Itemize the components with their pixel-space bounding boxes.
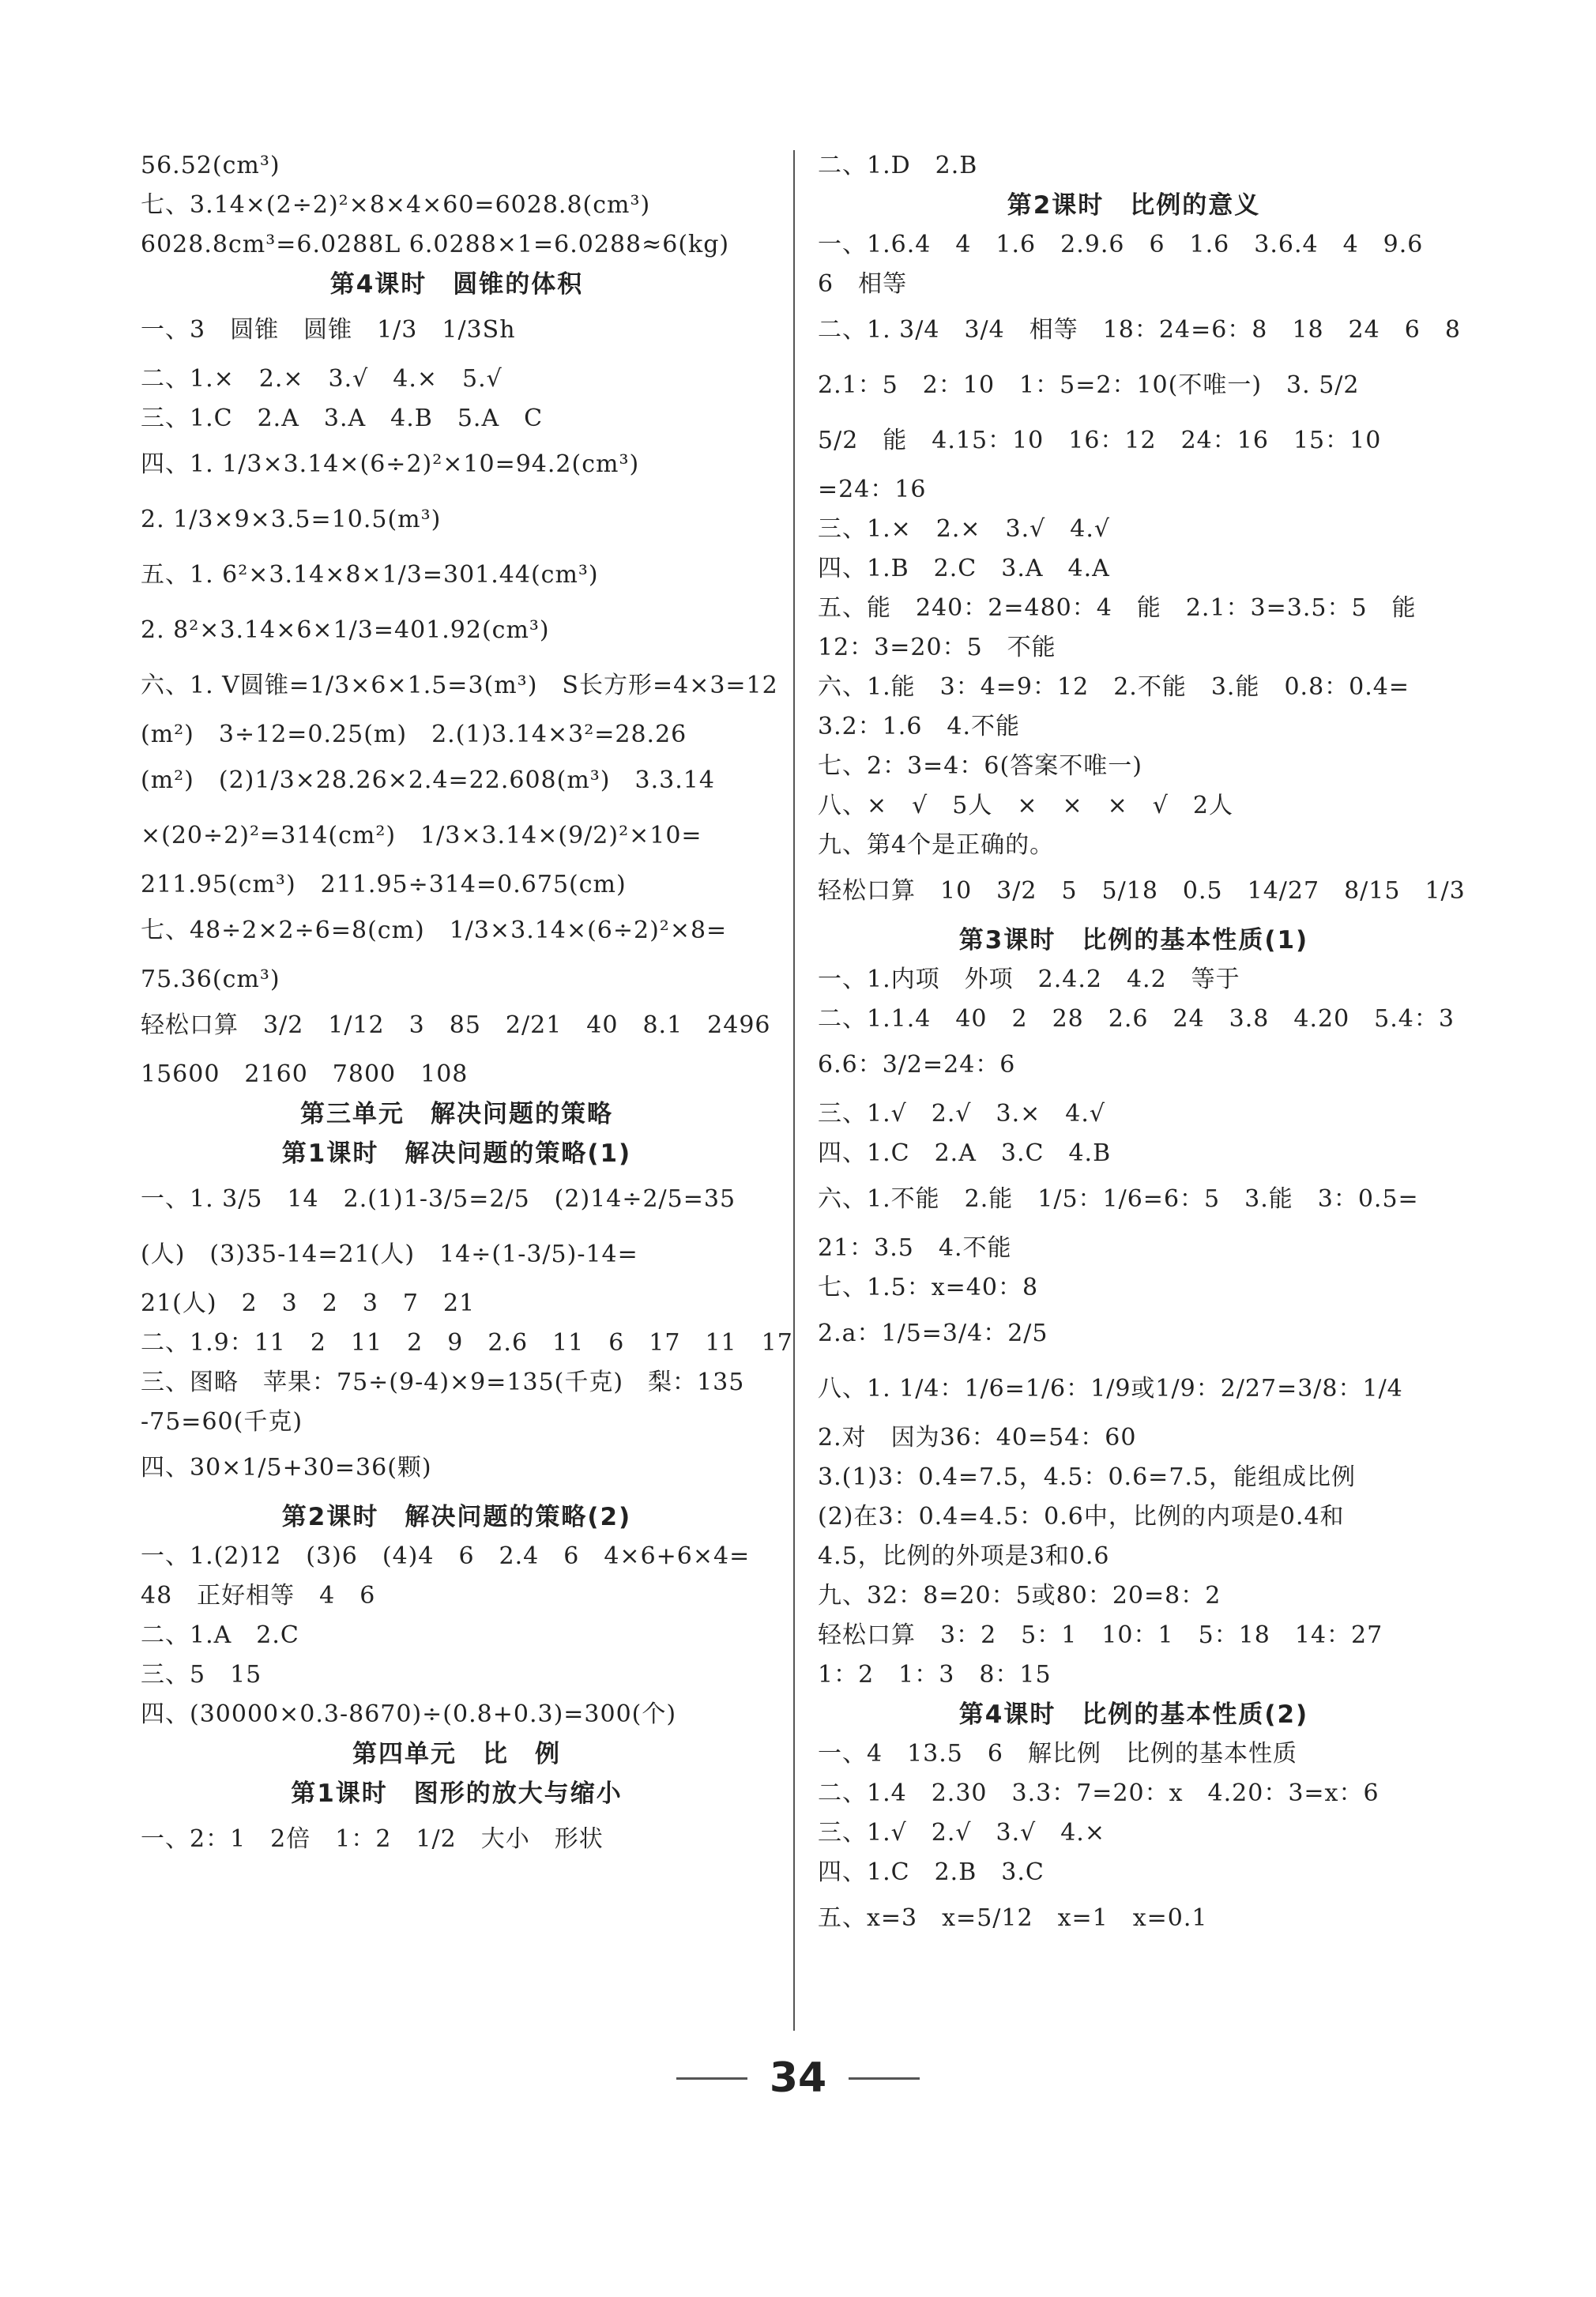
answer-line: 四、(30000×0.3-8670)÷(0.8+0.3)=300(个)	[141, 1700, 677, 1728]
answer-line: 五、x=3 x=5/12 x=1 x=0.1	[818, 1904, 1208, 1932]
answer-line: 四、1. 1/3×3.14×(6÷2)²×10=94.2(cm³)	[141, 450, 640, 478]
answer-line: 八、1. 1/4：1/6=1/6：1/9或1/9：2/27=3/8：1/4	[818, 1375, 1403, 1403]
answer-line: 2. 8²×3.14×6×1/3=401.92(cm³)	[141, 616, 550, 644]
answer-line: 75.36(cm³)	[141, 966, 280, 993]
answer-line: 七、3.14×(2÷2)²×8×4×60=6028.8(cm³)	[141, 191, 651, 219]
answer-line: 九、第4个是正确的。	[818, 831, 1055, 859]
answer-line: 3.(1)3：0.4=7.5，4.5：0.6=7.5，能组成比例	[818, 1463, 1357, 1491]
answer-line: 五、1. 6²×3.14×8×1/3=301.44(cm³)	[141, 561, 599, 589]
page-number: 34	[769, 2054, 827, 2102]
right-column	[818, 150, 1466, 1952]
answer-line: 2.a：1/5=3/4：2/5	[818, 1320, 1048, 1347]
answer-line: 一、4 13.5 6 解比例 比例的基本性质	[818, 1740, 1297, 1768]
answer-line: 12：3=20：5 不能	[818, 634, 1056, 661]
answer-line: 六、1.不能 2.能 1/5：1/6=6：5 3.能 3：0.5=	[818, 1185, 1419, 1213]
answer-line: 211.95(cm³) 211.95÷314=0.675(cm)	[141, 871, 627, 898]
answer-line: 四、1.B 2.C 3.A 4.A	[818, 555, 1110, 582]
column-divider	[793, 150, 795, 2031]
answer-line: 一、2：1 2倍 1：2 1/2 大小 形状	[141, 1825, 604, 1853]
answer-line: (m²) (2)1/3×28.26×2.4=22.608(m³) 3.3.14	[141, 766, 715, 794]
section-heading: 第4课时 比例的基本性质(2)	[958, 1700, 1309, 1729]
section-heading: 第2课时 解决问题的策略(2)	[281, 1503, 632, 1531]
left-column	[141, 150, 793, 1873]
section-heading: 第1课时 解决问题的策略(1)	[281, 1139, 632, 1168]
answer-line: 九、32：8=20：5或80：20=8：2	[818, 1582, 1221, 1610]
answer-line: 三、1.× 2.× 3.√ 4.√	[818, 515, 1110, 543]
answer-line: 七、48÷2×2÷6=8(cm) 1/3×3.14×(6÷2)²×8=	[141, 917, 728, 944]
answer-line: 四、1.C 2.A 3.C 4.B	[818, 1139, 1112, 1167]
answer-line: 4.5，比例的外项是3和0.6	[818, 1542, 1110, 1570]
answer-line: 二、1.1.4 40 2 28 2.6 24 3.8 4.20 5.4：3	[818, 1005, 1455, 1033]
answer-line: 三、1.√ 2.√ 3.× 4.√	[818, 1100, 1105, 1128]
answer-line: 6.6：3/2=24：6	[818, 1051, 1016, 1079]
answer-line: 5/2 能 4.15：10 16：12 24：16 15：10	[818, 427, 1382, 454]
section-heading: 第四单元 比 例	[352, 1740, 561, 1768]
answer-line: 1：2 1：3 8：15	[818, 1661, 1052, 1689]
answer-line: 二、1.4 2.30 3.3：7=20：x 4.20：3=x：6	[818, 1779, 1380, 1807]
answer-line: 一、3 圆锥 圆锥 1/3 1/3Sh	[141, 316, 516, 344]
answer-line: 四、1.C 2.B 3.C	[818, 1858, 1045, 1886]
footer-dash-left	[676, 2077, 747, 2080]
answer-line: (m²) 3÷12=0.25(m) 2.(1)3.14×3²=28.26	[141, 721, 687, 748]
answer-line: 八、× √ 5人 × × × √ 2人	[818, 792, 1233, 819]
answer-line: 三、1.C 2.A 3.A 4.B 5.A C	[141, 405, 544, 432]
answer-line: 轻松口算 3/2 1/12 3 85 2/21 40 8.1 2496	[141, 1011, 771, 1039]
answer-line: (人) (3)35-14=21(人) 14÷(1-3/5)-14=	[141, 1241, 638, 1268]
answer-line: 三、5 15	[141, 1661, 262, 1689]
answer-line: 六、1. V圆锥=1/3×6×1.5=3(m³) S长方形=4×3=12	[141, 672, 778, 699]
section-heading: 第2课时 比例的意义	[1007, 191, 1261, 220]
answer-line: 二、1.A 2.C	[141, 1621, 299, 1649]
answer-line: 三、图略 苹果：75÷(9-4)×9=135(千克) 梨：135	[141, 1369, 745, 1396]
answer-line: 21：3.5 4.不能	[818, 1234, 1012, 1262]
answer-line: (2)在3：0.4=4.5：0.6中，比例的内项是0.4和	[818, 1503, 1345, 1531]
answer-line: 二、1.D 2.B	[818, 152, 978, 179]
answer-line: ×(20÷2)²=314(cm²) 1/3×3.14×(9/2)²×10=	[141, 822, 702, 849]
answer-line: 48 正好相等 4 6	[141, 1582, 376, 1610]
answer-line: 轻松口算 10 3/2 5 5/18 0.5 14/27 8/15 1/3	[818, 877, 1466, 905]
answer-line: 轻松口算 3：2 5：1 10：1 5：18 14：27	[818, 1621, 1383, 1649]
answer-line: 3.2：1.6 4.不能	[818, 713, 1021, 740]
section-heading: 第1课时 图形的放大与缩小	[291, 1779, 623, 1808]
section-heading: 第三单元 解决问题的策略	[300, 1100, 613, 1128]
answer-line: 2. 1/3×9×3.5=10.5(m³)	[141, 506, 442, 533]
answer-line: 2.1：5 2：10 1：5=2：10(不唯一) 3. 5/2	[818, 371, 1360, 399]
page-footer	[0, 2047, 1596, 2110]
answer-line: 56.52(cm³)	[141, 152, 280, 179]
answer-line: 6 相等	[818, 270, 908, 298]
answer-line: 二、1. 3/4 3/4 相等 18：24=6：8 18 24 6 8	[818, 316, 1461, 344]
answer-line: 2.对 因为36：40=54：60	[818, 1424, 1137, 1452]
answer-line: 四、30×1/5+30=36(颗)	[141, 1454, 432, 1482]
answer-line: 一、1.(2)12 (3)6 (4)4 6 2.4 6 4×6+6×4=	[141, 1542, 751, 1570]
footer-dash-right	[849, 2077, 920, 2080]
section-heading: 第3课时 比例的基本性质(1)	[958, 926, 1309, 955]
answer-line: 21(人) 2 3 2 3 7 21	[141, 1290, 476, 1317]
answer-line: 二、1.× 2.× 3.√ 4.× 5.√	[141, 365, 503, 393]
answer-line: 一、1.6.4 4 1.6 2.9.6 6 1.6 3.6.4 4 9.6	[818, 231, 1424, 258]
section-heading: 第4课时 圆锥的体积	[329, 270, 584, 299]
answer-line: -75=60(千克)	[141, 1408, 303, 1436]
answer-line: 6028.8cm³=6.0288L 6.0288×1=6.0288≈6(kg)	[141, 231, 730, 258]
answer-line: 七、2：3=4：6(答案不唯一)	[818, 752, 1142, 780]
answer-line: 五、能 240：2=480：4 能 2.1：3=3.5：5 能	[818, 594, 1417, 622]
answer-line: =24：16	[818, 476, 927, 503]
answer-line: 一、1. 3/5 14 2.(1)1-3/5=2/5 (2)14÷2/5=35	[141, 1185, 736, 1213]
answer-line: 二、1.9：11 2 11 2 9 2.6 11 6 17 11 17	[141, 1329, 793, 1357]
answer-line: 六、1.能 3：4=9：12 2.不能 3.能 0.8：0.4=	[818, 673, 1410, 701]
answer-line: 三、1.√ 2.√ 3.√ 4.×	[818, 1819, 1105, 1847]
answer-line: 15600 2160 7800 108	[141, 1060, 469, 1088]
answer-line: 七、1.5：x=40：8	[818, 1274, 1039, 1301]
answer-line: 一、1.内项 外项 2.4.2 4.2 等于	[818, 966, 1240, 993]
